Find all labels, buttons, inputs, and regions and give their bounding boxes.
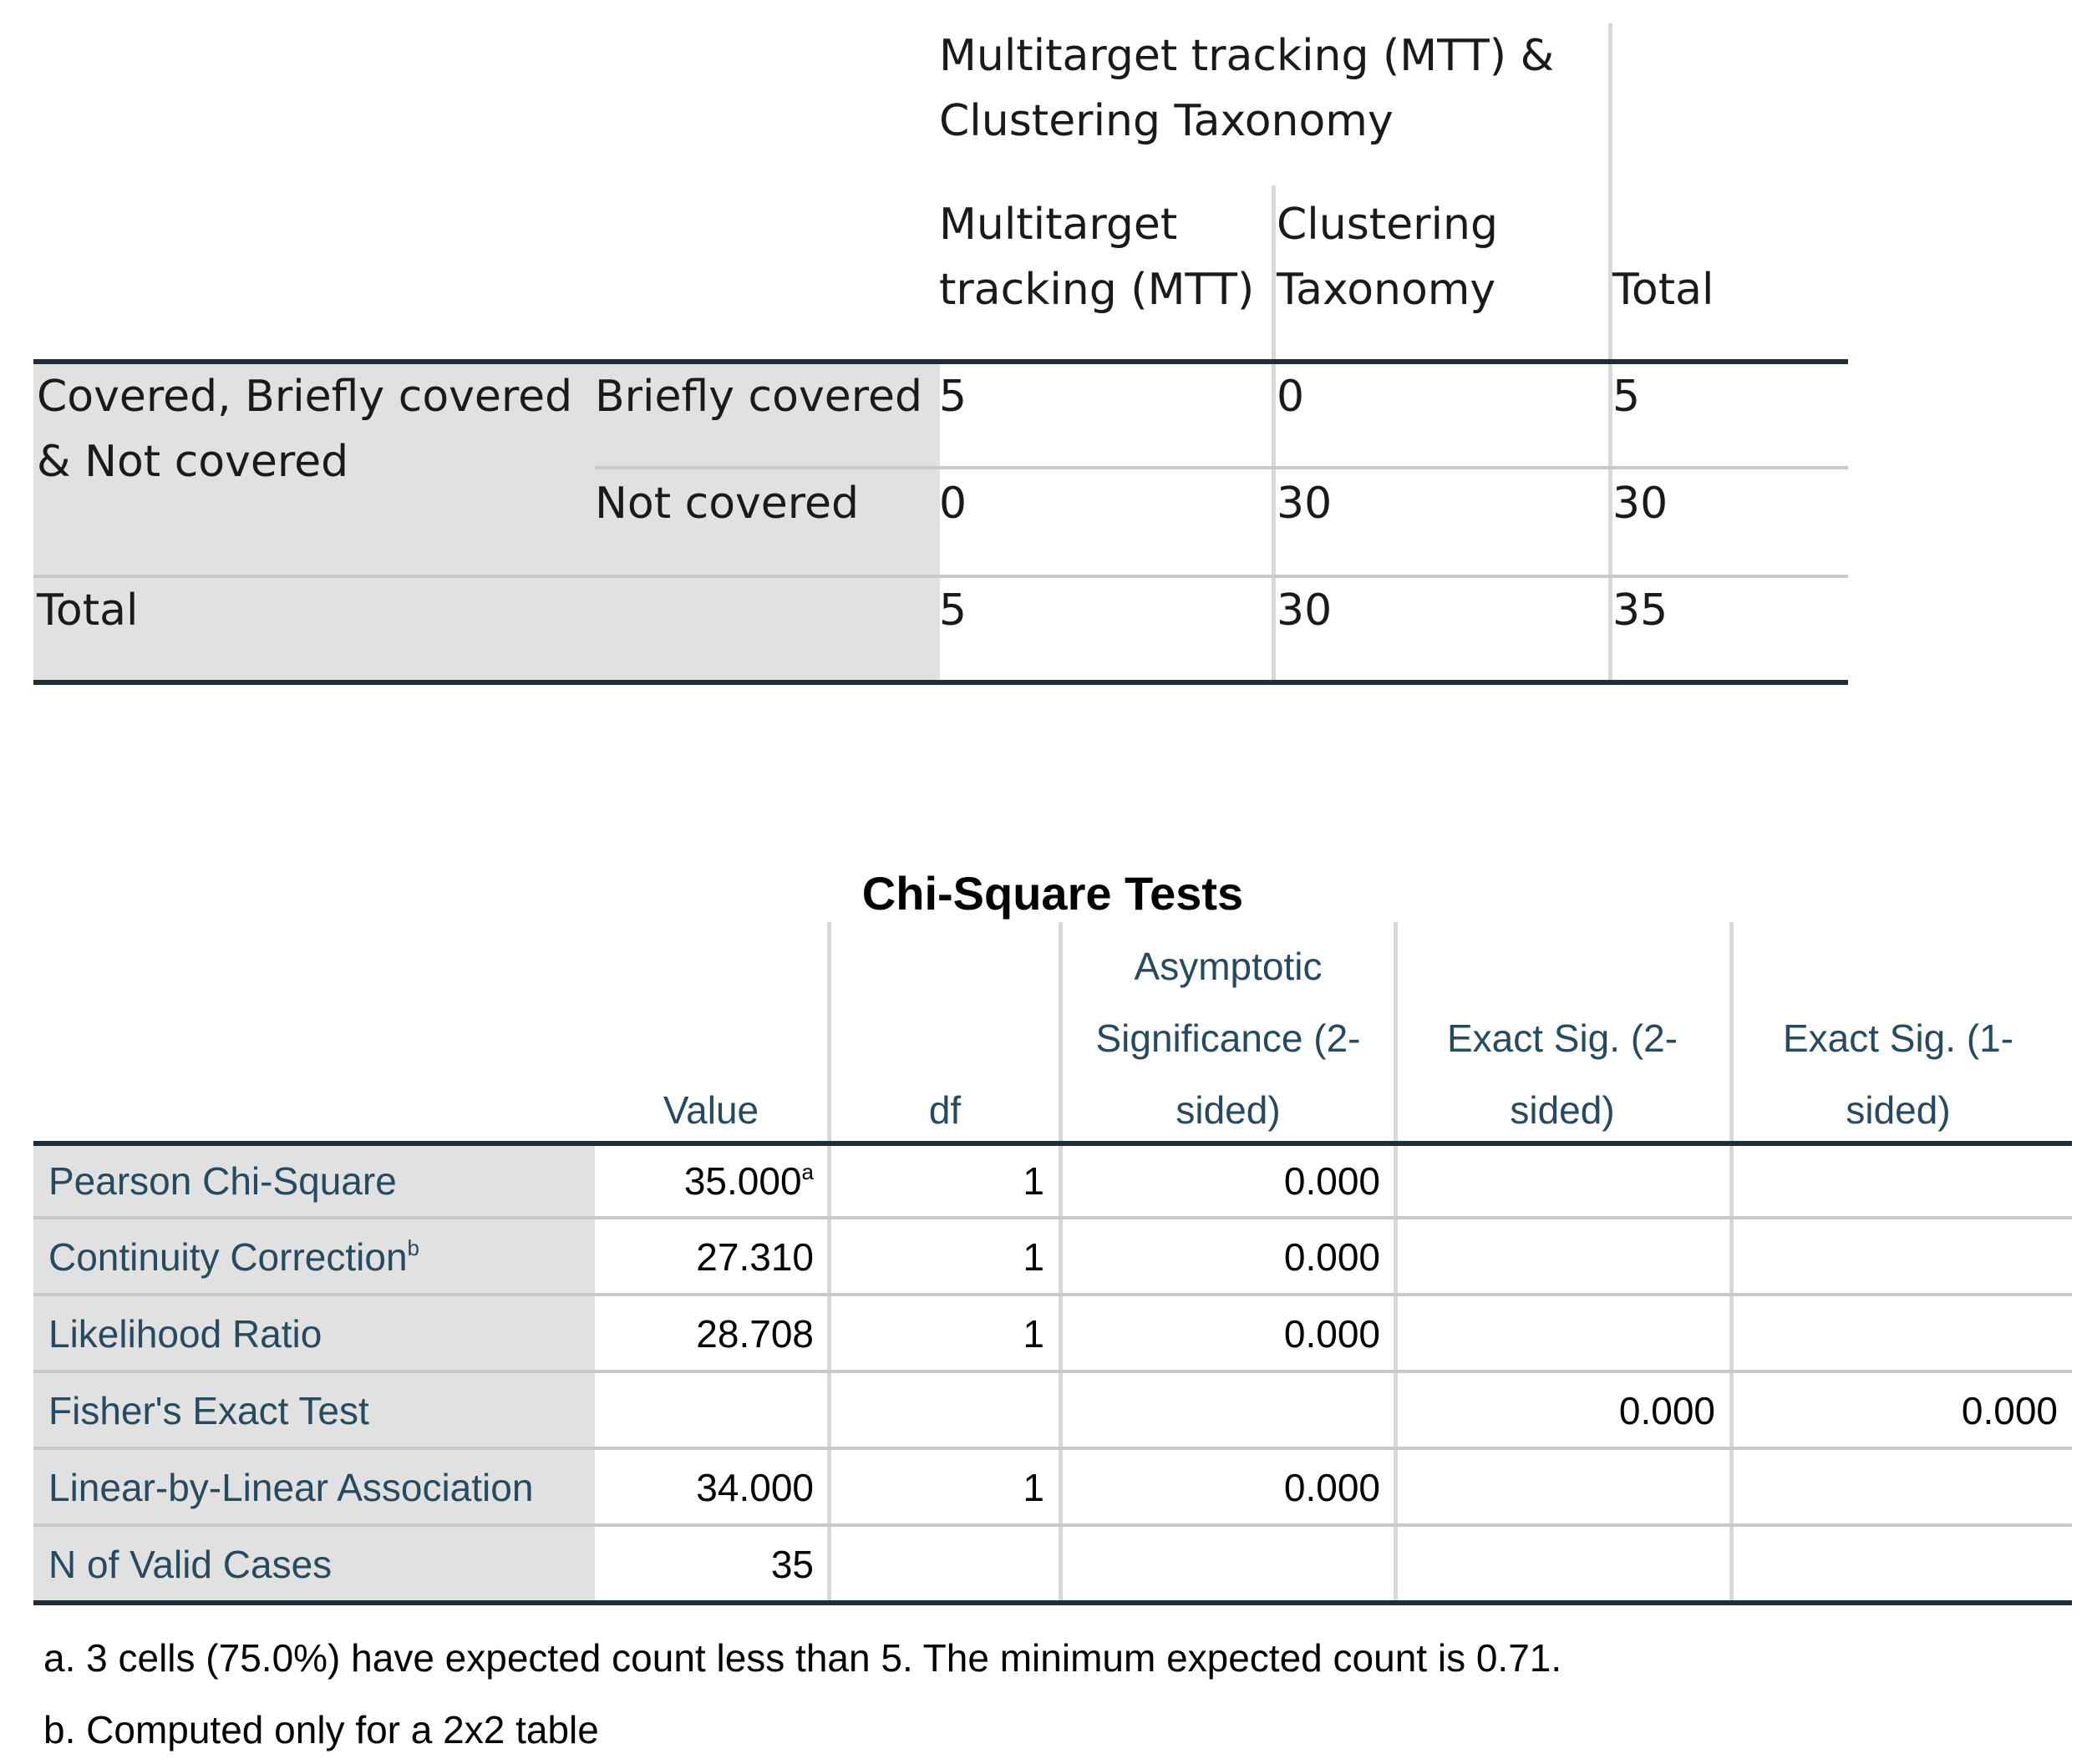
asymp-sig-cell: 0.000: [1283, 1312, 1380, 1356]
value-cell: 35.000$^a$: [683, 1159, 814, 1203]
row-label: Not covered: [595, 479, 860, 529]
row-label: Continuity Correction$^b$: [48, 1235, 419, 1279]
column-divider: [1272, 185, 1276, 682]
df-cell: [831, 1375, 1044, 1447]
asymp-sig-cell: [1063, 1528, 1380, 1600]
row-rule: [33, 1370, 2072, 1373]
exact-sig-1-cell: [1734, 1221, 2058, 1293]
column-group-header: Multitarget tracking (MTT) & Clustering Taxonomy: [939, 31, 1555, 146]
exact-sig-2-cell: [1398, 1528, 1715, 1600]
row-rule: [33, 1523, 2072, 1527]
row-label: N of Valid Cases: [48, 1543, 333, 1586]
column-header: df: [928, 1088, 962, 1132]
exact-sig-1-cell: 0.000: [1961, 1389, 2058, 1432]
value-cell: 34.000: [696, 1466, 814, 1509]
cell-value: 0: [939, 479, 967, 529]
cell-value: 30: [1612, 479, 1668, 529]
column-header: Exact Sig. (1-sided): [1782, 1016, 2014, 1132]
column-header: Clustering Taxonomy: [1277, 200, 1498, 315]
column-header: Exact Sig. (2-sided): [1446, 1016, 1678, 1132]
bottom-rule: [33, 680, 1848, 685]
df-cell: 1: [1023, 1466, 1044, 1509]
value-cell: 27.310: [696, 1235, 814, 1279]
cell-value: 5: [939, 372, 967, 422]
exact-sig-1-cell: [1734, 1146, 2058, 1216]
df-cell: 1: [1023, 1159, 1044, 1203]
asymp-sig-cell: 0.000: [1283, 1466, 1380, 1509]
asymp-sig-cell: 0.000: [1283, 1235, 1380, 1279]
row-label: Fisher's Exact Test: [48, 1389, 369, 1432]
value-cell: 35: [770, 1543, 814, 1586]
column-header: Multitarget tracking (MTT): [939, 200, 1255, 315]
row-label: Linear-by-Linear Association: [48, 1466, 534, 1509]
cell-value: 30: [1277, 479, 1333, 529]
df-cell: 1: [1023, 1312, 1044, 1356]
df-cell: [831, 1528, 1044, 1600]
row-label: Likelihood Ratio: [48, 1312, 322, 1356]
asymp-sig-cell: 0.000: [1283, 1159, 1380, 1203]
exact-sig-2-cell: [1398, 1452, 1715, 1523]
column-header: Asymptotic Significance (2-sided): [1095, 945, 1361, 1132]
df-cell: 1: [1023, 1235, 1044, 1279]
bottom-rule: [33, 1600, 2072, 1605]
asymp-sig-cell: [1063, 1375, 1380, 1447]
row-group-label: Covered, Briefly covered & Not covered: [37, 372, 573, 487]
row-rule: [33, 1216, 2072, 1219]
row-label: Pearson Chi-Square: [48, 1159, 397, 1203]
exact-sig-2-cell: [1398, 1146, 1715, 1216]
value-cell: [595, 1375, 814, 1447]
exact-sig-1-cell: [1734, 1528, 2058, 1600]
exact-sig-2-cell: [1398, 1298, 1715, 1370]
exact-sig-1-cell: [1734, 1452, 2058, 1523]
cell-value: 5: [1612, 372, 1641, 422]
cell-value: 30: [1277, 585, 1333, 636]
table-title: Chi-Square Tests: [861, 867, 1244, 920]
footnote: b. Computed only for a 2x2 table: [43, 1708, 599, 1751]
row-label: Briefly covered: [595, 372, 922, 422]
footnote: a. 3 cells (75.0%) have expected count less than 5. The minimum expected count is 0.71.: [43, 1636, 1562, 1680]
exact-sig-2-cell: [1398, 1221, 1715, 1293]
row-rule: [33, 1293, 2072, 1296]
row-rule: [595, 466, 1848, 469]
cell-value: 5: [939, 585, 967, 636]
row-rule: [33, 1447, 2072, 1450]
exact-sig-1-cell: [1734, 1298, 2058, 1370]
column-header: Total: [1612, 265, 1714, 315]
value-cell: 28.708: [696, 1312, 814, 1356]
cell-value: 0: [1277, 372, 1305, 422]
exact-sig-2-cell: 0.000: [1618, 1389, 1715, 1432]
cell-value: 35: [1612, 585, 1668, 636]
total-row-label: Total: [37, 585, 139, 636]
column-header: Value: [663, 1088, 759, 1132]
